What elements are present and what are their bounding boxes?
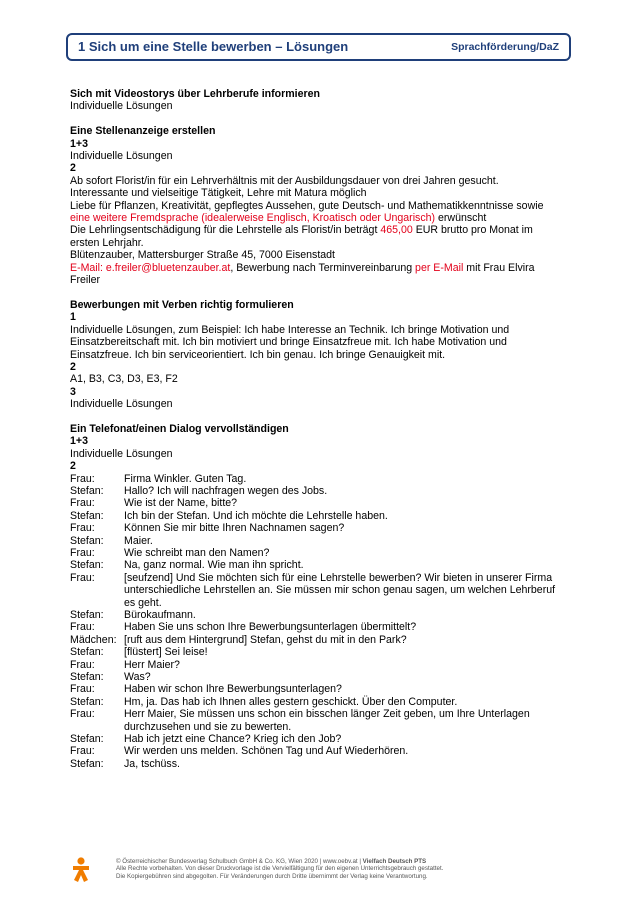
dialog-text: [ruft aus dem Hintergrund] Stefan, gehst du mit in den Park? xyxy=(124,633,407,646)
dialog-line xyxy=(70,659,570,671)
section-heading: Bewerbungen mit Verben richtig formulieren xyxy=(70,298,294,311)
paragraph: Einsatzbereitschaft mit. Ich bin motiviert und bringe Einsatzfreue mit. Ich habe Motivation und xyxy=(70,336,507,349)
dialog-speaker: Mädchen: xyxy=(70,633,117,646)
dialog-speaker: Frau: xyxy=(70,658,95,671)
dialog-speaker: Frau: xyxy=(70,708,95,721)
dialog-text: Haben wir schon Ihre Bewerbungsunterlagen? xyxy=(124,683,342,696)
dialog-speaker: Frau: xyxy=(70,522,95,535)
dialog-line xyxy=(70,733,570,745)
page-title: 1 Sich um eine Stelle bewerben – Lösungen xyxy=(78,39,349,54)
dialog-text: Wie schreibt man den Namen? xyxy=(124,546,270,559)
document-body xyxy=(70,88,570,770)
dialog-speaker: Frau: xyxy=(70,472,95,485)
dialog-line xyxy=(70,535,570,547)
paragraph: Individuelle Lösungen xyxy=(70,398,173,411)
text-span: mit Frau Elvira xyxy=(463,261,535,274)
dialog-line xyxy=(70,547,570,559)
task-number: 3 xyxy=(70,385,76,398)
paragraph: Individuelle Lösungen, zum Beispiel: Ich habe Interesse an Technik. Ich bringe Motivation und xyxy=(70,323,510,336)
dialog-text: Maier. xyxy=(124,534,153,547)
paragraph xyxy=(70,262,570,274)
dialog-line xyxy=(70,609,570,621)
dialog-line xyxy=(70,559,570,571)
paragraph xyxy=(70,224,570,236)
footer xyxy=(116,858,443,880)
dialog-text: Was? xyxy=(124,671,151,684)
dialog-text: Wir werden uns melden. Schönen Tag und Auf Wiederhören. xyxy=(124,745,409,758)
highlight-text: 465,00 xyxy=(380,224,413,237)
dialog-text: Hm, ja. Das hab ich Ihnen alles gestern geschickt. Über den Computer. xyxy=(124,695,458,708)
dialog-line xyxy=(70,572,570,609)
highlight-text: per E-Mail xyxy=(415,261,464,274)
paragraph: Liebe für Pflanzen, Kreativität, gepflegtes Aussehen, gute Deutsch- und Mathematikkenntnisse sowie xyxy=(70,199,544,212)
task-number: 1 xyxy=(70,311,76,324)
paragraph: Individuelle Lösungen xyxy=(70,150,173,163)
task-number: 2 xyxy=(70,360,76,373)
task-number: 2 xyxy=(70,162,76,175)
dialog-line xyxy=(70,522,570,534)
task-number: 1+3 xyxy=(70,137,88,150)
paragraph: ersten Lehrjahr. xyxy=(70,236,144,249)
dialog-speaker: Stefan: xyxy=(70,646,104,659)
paragraph: Blütenzauber, Mattersburger Straße 45, 7000 Eisenstadt xyxy=(70,249,335,262)
dialog-text: Haben Sie uns schon Ihre Bewerbungsunterlagen übermittelt? xyxy=(124,621,417,634)
dialog-speaker: Frau: xyxy=(70,546,95,559)
dialog-text: Können Sie mir bitte Ihren Nachnamen sagen? xyxy=(124,522,345,535)
footer-book-title: Vielfach Deutsch PTS xyxy=(362,858,427,865)
task-number: 2 xyxy=(70,460,76,473)
paragraph: Individuelle Lösungen xyxy=(70,447,173,460)
dialog-line xyxy=(70,683,570,695)
dialog-speaker: Stefan: xyxy=(70,534,104,547)
dialog-line xyxy=(70,485,570,497)
dialog-text: [seufzend] Und Sie möchten sich für eine Lehrstelle bewerben? Wir bieten in unserer Firma unterschiedliche Lehrstellen an. Sie müssen mir schon genau sagen, um welchen Lehrberuf es geht. xyxy=(124,571,556,609)
text-span: EUR brutto pro Monat im xyxy=(412,224,533,237)
section-heading: Sich mit Videostorys über Lehrberufe informieren xyxy=(70,88,320,100)
page-header xyxy=(66,33,571,61)
dialog-speaker: Frau: xyxy=(70,571,95,584)
dialog-line xyxy=(70,510,570,522)
highlight-text: E-Mail: e.freiler@bluetenzauber.at xyxy=(70,261,231,274)
paragraph: Interessante und vielseitige Tätigkeit, Lehre mit Matura möglich xyxy=(70,187,367,200)
dialog-text: Firma Winkler. Guten Tag. xyxy=(124,472,247,485)
paragraph: A1, B3, C3, D3, E3, F2 xyxy=(70,373,178,386)
highlight-text: eine weitere Fremdsprache (idealerweise Englisch, Kroatisch oder Ungarisch) xyxy=(70,212,436,225)
dialog-speaker: Stefan: xyxy=(70,733,104,746)
section-heading: Eine Stellenanzeige erstellen xyxy=(70,125,216,138)
dialog-text: Hallo? Ich will nachfragen wegen des Jobs. xyxy=(124,484,328,497)
dialog-text: Wie ist der Name, bitte? xyxy=(124,497,238,510)
dialog-speaker: Stefan: xyxy=(70,559,104,572)
dialog-speaker: Stefan: xyxy=(70,484,104,497)
dialog-text: [flüstert] Sei leise! xyxy=(124,646,208,659)
dialog-speaker: Stefan: xyxy=(70,509,104,522)
dialog-line xyxy=(70,634,570,646)
text-span: , Bewerbung nach Terminvereinbarung xyxy=(230,261,416,274)
section-heading: Ein Telefonat/einen Dialog vervollständigen xyxy=(70,422,289,435)
dialog-line xyxy=(70,621,570,633)
dialog-line xyxy=(70,473,570,485)
footer-line: Die Kopiergebühren sind abgegolten. Für Veränderungen durch Dritte übernimmt der Verlag keine Verantwortung. xyxy=(116,872,428,880)
footer-line: Alle Rechte vorbehalten. Von dieser Druckvorlage ist die Vervielfältigung für den eigenen Unterrichtsgebrauch gestattet. xyxy=(116,865,444,873)
dialog-line xyxy=(70,696,570,708)
dialog-text: Herr Maier? xyxy=(124,658,180,671)
paragraph: Ab sofort Florist/in für ein Lehrverhältnis mit der Ausbildungsdauer von drei Jahren gesucht. xyxy=(70,174,499,187)
publisher-logo-icon xyxy=(67,856,95,884)
dialog-speaker: Frau: xyxy=(70,497,95,510)
footer-text: © Österreichischer Bundesverlag Schulbuch GmbH & Co. KG, Wien 2020 | www.oebv.at | xyxy=(116,858,363,865)
dialog-speaker: Stefan: xyxy=(70,695,104,708)
dialog-speaker: Frau: xyxy=(70,621,95,634)
dialog-speaker: Stefan: xyxy=(70,671,104,684)
dialog-speaker: Frau: xyxy=(70,683,95,696)
dialog-speaker: Stefan: xyxy=(70,609,104,622)
dialog-text: Ich bin der Stefan. Und ich möchte die Lehrstelle haben. xyxy=(124,509,388,522)
text-span: erwünscht xyxy=(435,212,487,225)
paragraph: Einsatzfreue. Ich bin serviceorientiert. Ich bin genau. Ich bringe Genauigkeit mit. xyxy=(70,348,446,361)
footer-line xyxy=(116,858,443,865)
task-number: 1+3 xyxy=(70,435,88,448)
paragraph: Freiler xyxy=(70,274,101,287)
dialog-list xyxy=(70,473,570,771)
dialog-line xyxy=(70,646,570,658)
dialog-text: Na, ganz normal. Wie man ihn spricht. xyxy=(124,559,304,572)
dialog-line xyxy=(70,671,570,683)
page-subtitle: Sprachförderung/DaZ xyxy=(451,41,559,53)
dialog-line xyxy=(70,745,570,757)
dialog-text: Herr Maier, Sie müssen uns schon ein bisschen länger Zeit geben, um Ihre Unterlagen durchzusehen und sie zu bewerten. xyxy=(124,708,530,733)
dialog-speaker: Frau: xyxy=(70,745,95,758)
dialog-text: Bürokaufmann. xyxy=(124,609,196,622)
paragraph xyxy=(70,212,570,224)
dialog-line xyxy=(70,497,570,509)
dialog-speaker: Stefan: xyxy=(70,757,104,770)
paragraph: Individuelle Lösungen xyxy=(70,100,173,113)
dialog-line xyxy=(70,758,570,770)
dialog-text: Ja, tschüss. xyxy=(124,757,180,770)
text-span: Die Lehrlingsentschädigung für die Lehrstelle als Florist/in beträgt xyxy=(70,224,381,237)
dialog-text: Hab ich jetzt eine Chance? Krieg ich den Job? xyxy=(124,733,342,746)
dialog-line xyxy=(70,708,570,733)
